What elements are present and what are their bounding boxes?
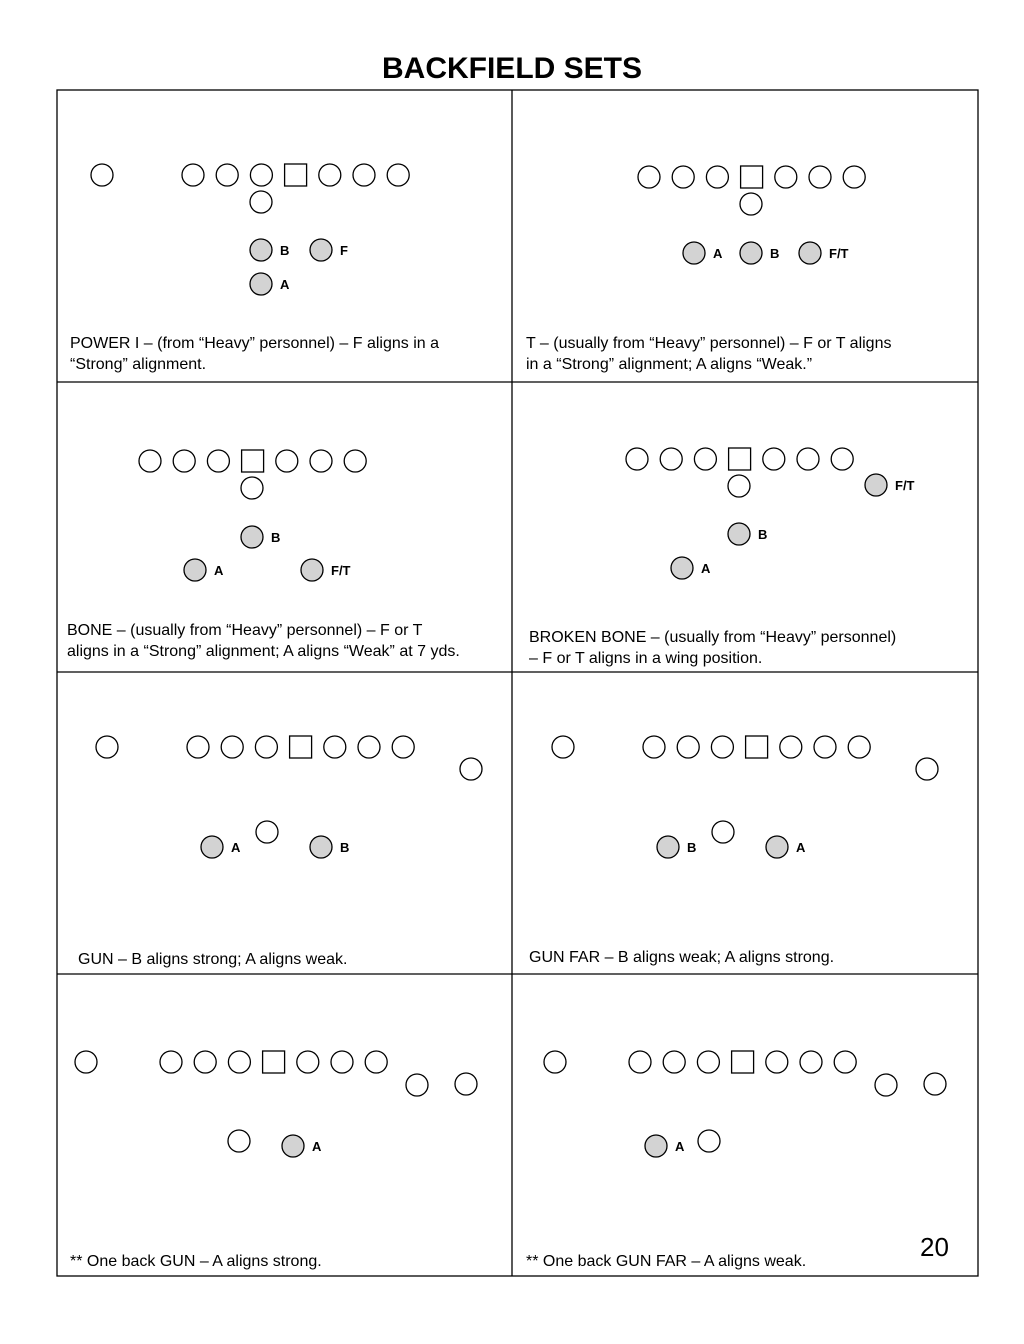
lineman-circle — [228, 1051, 250, 1073]
caption-line: GUN – B aligns strong; A aligns weak. — [78, 951, 348, 968]
lineman-circle — [255, 736, 277, 758]
lineman-circle — [809, 166, 831, 188]
lineman-circle — [216, 164, 238, 186]
center-square — [263, 1051, 285, 1073]
back-label: B — [271, 530, 281, 545]
back-circle — [301, 559, 323, 581]
back-label: A — [675, 1139, 685, 1154]
lineman-circle — [365, 1051, 387, 1073]
page-title: BACKFIELD SETS — [381, 52, 642, 85]
back-label: A — [214, 563, 224, 578]
back-circle — [250, 239, 272, 261]
back-label: F/T — [331, 563, 351, 578]
end-circle — [91, 164, 113, 186]
lineman-circle — [331, 1051, 353, 1073]
back-circle — [657, 836, 679, 858]
lineman-circle — [173, 450, 195, 472]
caption-line: – F or T aligns in a wing position. — [529, 650, 763, 667]
lineman-circle — [643, 736, 665, 758]
lineman-circle — [677, 736, 699, 758]
lineman-circle — [182, 164, 204, 186]
lineman-circle — [797, 448, 819, 470]
center-square — [729, 448, 751, 470]
caption-line: aligns in a “Strong” alignment; A aligns “Weak” at 7 yds. — [67, 643, 460, 660]
end-circle — [75, 1051, 97, 1073]
caption-line: ** One back GUN FAR – A aligns weak. — [526, 1253, 807, 1270]
center-square — [290, 736, 312, 758]
lineman-circle — [160, 1051, 182, 1073]
lineman-circle — [250, 164, 272, 186]
lineman-circle — [848, 736, 870, 758]
lineman-circle — [207, 450, 229, 472]
lineman-circle — [780, 736, 802, 758]
lineman-circle — [353, 164, 375, 186]
lineman-circle — [344, 450, 366, 472]
back-label: A — [312, 1139, 322, 1154]
back-label: B — [687, 840, 697, 855]
caption-one-back-gun — [70, 1251, 322, 1272]
center-square — [242, 450, 264, 472]
page-number: 20 — [920, 1232, 949, 1262]
back-circle — [766, 836, 788, 858]
back-label: A — [280, 277, 290, 292]
caption-line: BONE – (usually from “Heavy” personnel) – F or T — [67, 622, 423, 639]
back-circle — [201, 836, 223, 858]
caption-gun-far — [529, 947, 834, 968]
lineman-circle — [763, 448, 785, 470]
back-circle — [184, 559, 206, 581]
back-circle — [241, 526, 263, 548]
quarterback-circle — [740, 193, 762, 215]
back-label: F/T — [895, 478, 915, 493]
back-circle — [683, 242, 705, 264]
lineman-circle — [629, 1051, 651, 1073]
quarterback-circle — [256, 821, 278, 843]
back-label: A — [796, 840, 806, 855]
end-circle — [544, 1051, 566, 1073]
caption-broken-bone — [529, 627, 896, 669]
back-label: A — [231, 840, 241, 855]
center-square — [285, 164, 307, 186]
caption-line: ** One back GUN – A aligns strong. — [70, 1253, 322, 1270]
receiver-circle — [460, 758, 482, 780]
lineman-circle — [775, 166, 797, 188]
back-label: A — [701, 561, 711, 576]
back-circle — [310, 239, 332, 261]
quarterback-circle — [241, 477, 263, 499]
lineman-circle — [221, 736, 243, 758]
quarterback-circle — [250, 191, 272, 213]
lineman-circle — [276, 450, 298, 472]
lineman-circle — [187, 736, 209, 758]
receiver-circle — [875, 1074, 897, 1096]
caption-one-back-gun-far — [526, 1251, 806, 1272]
back-label: F — [340, 243, 348, 258]
lineman-circle — [814, 736, 836, 758]
back-label: B — [340, 840, 350, 855]
back-circle — [250, 273, 272, 295]
lineman-circle — [663, 1051, 685, 1073]
lineman-circle — [697, 1051, 719, 1073]
caption-line: “Strong” alignment. — [70, 356, 207, 373]
quarterback-circle — [698, 1130, 720, 1152]
end-circle — [96, 736, 118, 758]
caption-t — [526, 333, 891, 375]
lineman-circle — [324, 736, 346, 758]
caption-gun — [78, 949, 347, 970]
back-label: B — [758, 527, 768, 542]
grid-border — [57, 90, 978, 1276]
lineman-circle — [694, 448, 716, 470]
back-circle — [865, 474, 887, 496]
back-circle — [671, 557, 693, 579]
receiver-circle — [455, 1073, 477, 1095]
caption-line: in a “Strong” alignment; A aligns “Weak.” — [526, 356, 813, 373]
caption-power-i — [70, 333, 439, 375]
lineman-circle — [139, 450, 161, 472]
lineman-circle — [800, 1051, 822, 1073]
back-label: B — [770, 246, 780, 261]
caption-line: T – (usually from “Heavy” personnel) – F or T aligns — [526, 335, 892, 352]
lineman-circle — [297, 1051, 319, 1073]
back-label: A — [713, 246, 723, 261]
back-label: B — [280, 243, 290, 258]
lineman-circle — [319, 164, 341, 186]
back-label: F/T — [829, 246, 849, 261]
back-circle — [310, 836, 332, 858]
lineman-circle — [672, 166, 694, 188]
lineman-circle — [194, 1051, 216, 1073]
back-circle — [282, 1135, 304, 1157]
caption-line: POWER I – (from “Heavy” personnel) – F aligns in a — [70, 335, 440, 352]
end-circle — [552, 736, 574, 758]
lineman-circle — [706, 166, 728, 188]
lineman-circle — [660, 448, 682, 470]
lineman-circle — [843, 166, 865, 188]
receiver-circle — [916, 758, 938, 780]
lineman-circle — [392, 736, 414, 758]
lineman-circle — [310, 450, 332, 472]
caption-bone — [67, 620, 460, 662]
quarterback-circle — [728, 475, 750, 497]
lineman-circle — [834, 1051, 856, 1073]
back-circle — [728, 523, 750, 545]
center-square — [741, 166, 763, 188]
caption-line: BROKEN BONE – (usually from “Heavy” personnel) — [529, 629, 897, 646]
lineman-circle — [358, 736, 380, 758]
lineman-circle — [831, 448, 853, 470]
caption-line: GUN FAR – B aligns weak; A aligns strong. — [529, 949, 835, 966]
quarterback-circle — [712, 821, 734, 843]
quarterback-circle — [228, 1130, 250, 1152]
center-square — [746, 736, 768, 758]
back-circle — [645, 1135, 667, 1157]
lineman-circle — [711, 736, 733, 758]
receiver-circle — [924, 1073, 946, 1095]
lineman-circle — [638, 166, 660, 188]
receiver-circle — [406, 1074, 428, 1096]
back-circle — [740, 242, 762, 264]
lineman-circle — [766, 1051, 788, 1073]
back-circle — [799, 242, 821, 264]
lineman-circle — [387, 164, 409, 186]
center-square — [732, 1051, 754, 1073]
lineman-circle — [626, 448, 648, 470]
